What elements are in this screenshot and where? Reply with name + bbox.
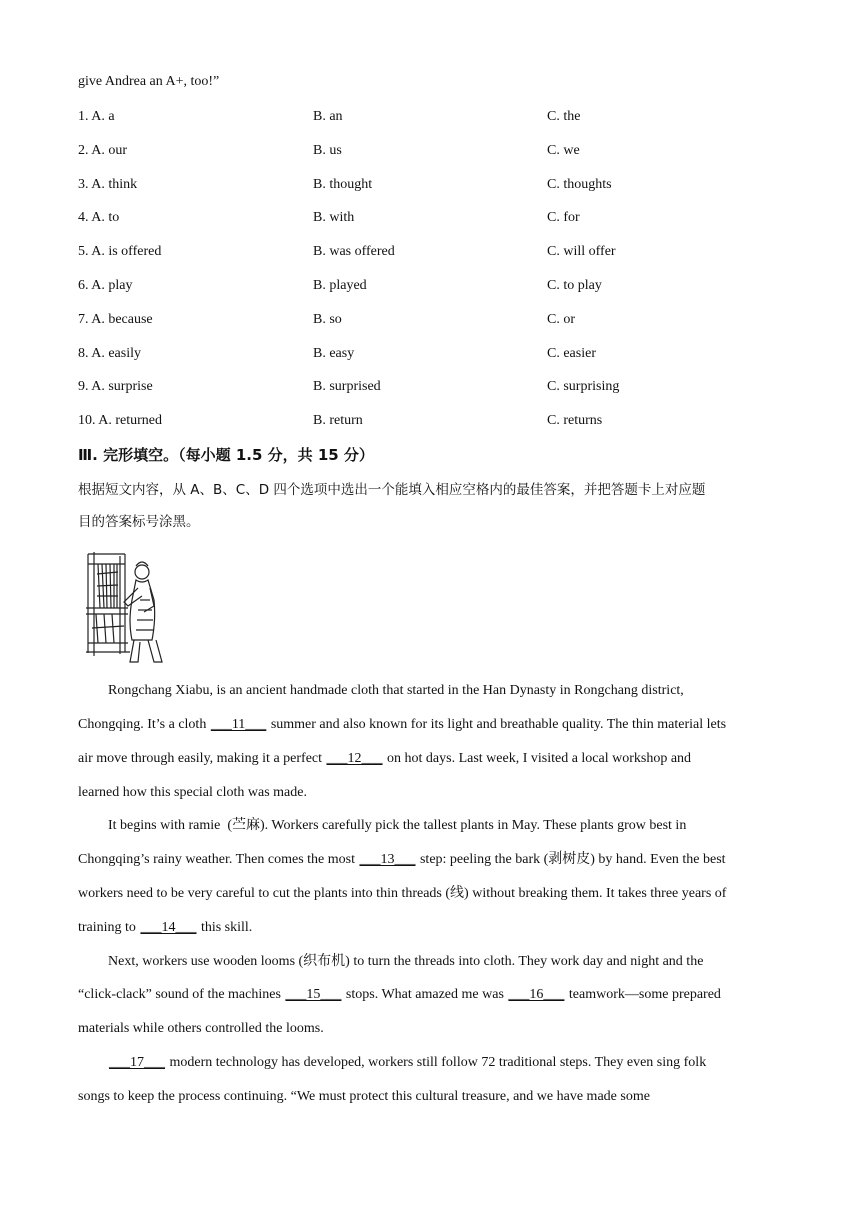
previous-passage-tail: give Andrea an A+, too!” [78,74,220,89]
section-title: Ⅲ. 完形填空。（每小题 1.5 分，共 15 分） [78,446,374,464]
blank-12: ___12___ [326,751,383,766]
passage-line [78,985,721,1005]
blank-13: ___13___ [359,852,416,867]
option-row [0,242,860,262]
passage-text: modern technology has developed, workers still follow 72 traditional steps. They even sing folk [166,1055,707,1070]
option-b: B. surprised [313,379,381,394]
passage-line [78,749,691,769]
option-a: 10. A. returned [78,413,162,428]
option-b: B. so [313,312,342,327]
option-b: B. played [313,278,367,293]
option-a: 7. A. because [78,312,153,327]
blank-15: ___15___ [285,987,342,1002]
option-c: C. will offer [547,244,616,259]
passage-text: stops. What amazed me was [342,987,508,1002]
option-a: 5. A. is offered [78,244,162,259]
option-a: 3. A. think [78,177,138,192]
option-row [0,175,860,195]
passage-line [78,715,726,735]
passage-text: Chongqing’s rainy weather. Then comes the most [78,852,359,867]
passage-text: summer and also known for its light and breathable quality. The thin material lets [267,717,727,732]
option-row [0,310,860,330]
passage-text: on hot days. Last week, I visited a local workshop and [383,751,692,766]
weaver-at-loom-illustration [84,548,170,668]
option-b: B. an [313,109,343,124]
option-c: C. or [547,312,575,327]
option-a: 4. A. to [78,210,120,225]
option-row [0,377,860,397]
passage-line: materials while others controlled the looms. [78,1021,324,1036]
option-b: B. thought [313,177,373,192]
passage-line [108,1053,706,1073]
option-row [0,107,860,127]
passage-line [78,850,726,870]
passage-line: learned how this special cloth was made. [78,785,307,800]
blank-17: ___17___ [109,1055,165,1070]
passage-text: Chongqing. It’s a cloth [78,717,210,732]
passage-text: teamwork—some prepared [565,987,721,1002]
option-row [0,344,860,364]
option-c: C. returns [547,413,603,428]
passage-text: this skill. [197,920,253,935]
passage-line: Next, workers use wooden looms (织布机) to turn the threads into cloth. They work day and night and the [108,954,704,969]
option-b: B. return [313,413,363,428]
option-row [0,141,860,161]
section-instruction-line-1: 根据短文内容，从 A、B、C、D 四个选项中选出一个能填入相应空格内的最佳答案，并把答题卡上对应题 [78,482,706,498]
option-b: B. with [313,210,355,225]
option-c: C. surprising [547,379,620,394]
passage-line: workers need to be very careful to cut the plants into thin threads (线) without breaking them. It takes three years of [78,886,727,901]
option-b: B. easy [313,346,355,361]
passage-line: It begins with ramie (苎麻). Workers carefully pick the tallest plants in May. These plants grow best in [108,818,687,833]
option-a: 6. A. play [78,278,133,293]
passage-text: air move through easily, making it a perfect [78,751,326,766]
passage-text: step: peeling the bark (剥树皮) by hand. Even the best [416,852,726,867]
passage-text: “click-clack” sound of the machines [78,987,285,1002]
option-c: C. easier [547,346,596,361]
passage-line [78,918,252,938]
option-b: B. was offered [313,244,395,259]
passage-line: Rongchang Xiabu, is an ancient handmade cloth that started in the Han Dynasty in Rongchang district, [108,683,684,698]
passage-line: songs to keep the process continuing. “We must protect this cultural treasure, and we have made some [78,1089,650,1104]
option-a: 8. A. easily [78,346,141,361]
passage-text: training to [78,920,140,935]
option-a: 9. A. surprise [78,379,153,394]
blank-14: ___14___ [140,920,197,935]
option-row [0,208,860,228]
option-row [0,411,860,431]
option-c: C. for [547,210,580,225]
option-a: 1. A. a [78,109,115,124]
option-c: C. we [547,143,580,158]
blank-16: ___16___ [508,987,565,1002]
option-c: C. the [547,109,581,124]
option-a: 2. A. our [78,143,127,158]
option-row [0,276,860,296]
section-instruction-line-2: 目的答案标号涂黑。 [78,514,200,530]
option-c: C. thoughts [547,177,612,192]
option-c: C. to play [547,278,602,293]
option-b: B. us [313,143,342,158]
blank-11: ___11___ [210,717,267,732]
